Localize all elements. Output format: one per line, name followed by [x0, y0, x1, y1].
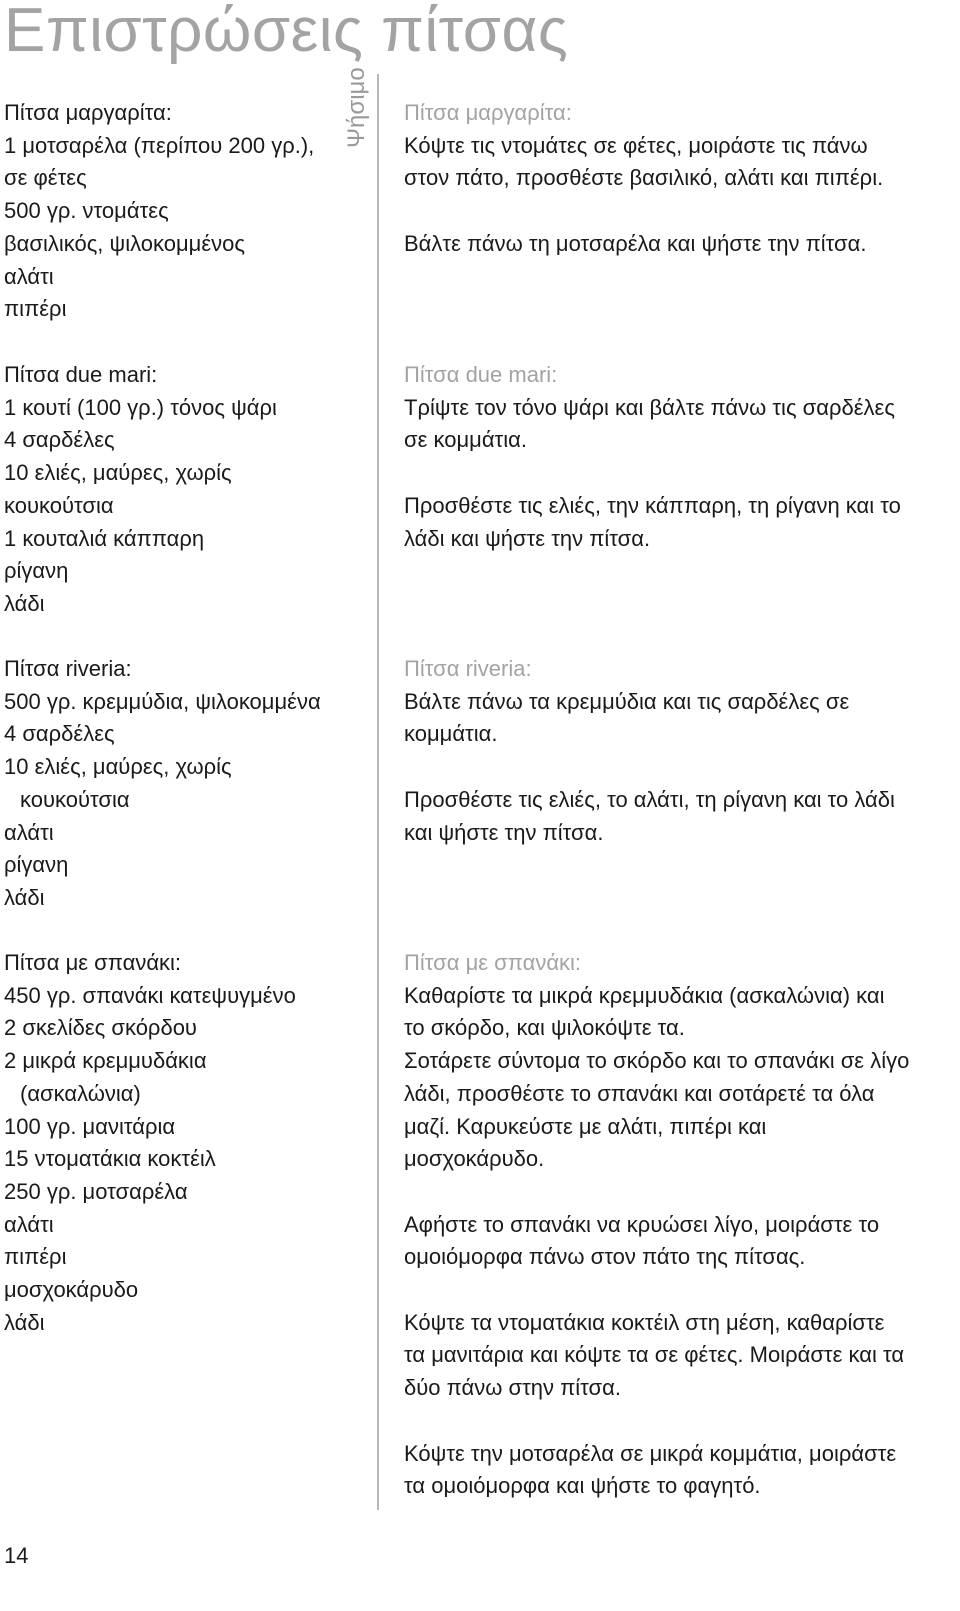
direction-line: Κόψτε τα ντοματάκια κοκτέιλ στη μέση, καθαρίστε: [404, 1309, 885, 1335]
ingredient-line: πιπέρι: [4, 296, 67, 322]
direction-line: Προσθέστε τις ελιές, το αλάτι, τη ρίγανη και το λάδι: [404, 786, 895, 812]
direction-line: Καθαρίστε τα μικρά κρεμμυδάκια (ασκαλώνια) και: [404, 982, 885, 1008]
recipe-ingredients-riveria: [4, 653, 344, 915]
ingredient-line: (ασκαλώνια): [20, 1080, 141, 1106]
direction-line: στον πάτο, προσθέστε βασιλικό, αλάτι και πιπέρι.: [404, 165, 884, 191]
ingredient-line: αλάτι: [4, 819, 54, 845]
direction-line: Προσθέστε τις ελιές, την κάππαρη, τη ρίγανη και το: [404, 492, 901, 518]
recipe-heading: Πίτσα με σπανάκι:: [404, 950, 582, 975]
recipe-directions-riveria: [404, 653, 944, 849]
recipe-heading: Πίτσα riveria:: [404, 656, 532, 681]
recipe-heading: Πίτσα μαργαρίτα:: [4, 100, 172, 125]
column-divider: [377, 74, 379, 1510]
ingredient-line: λάδι: [4, 590, 45, 616]
direction-line: Σοτάρετε σύντομα το σκόρδο και το σπανάκι σε λίγο: [404, 1048, 910, 1074]
ingredient-line: κουκούτσια: [4, 492, 114, 518]
direction-line: λάδι, προσθέστε το σπανάκι και σοτάρετέ τα όλα: [404, 1080, 875, 1106]
ingredient-line: 500 γρ. κρεμμύδια, ψιλοκομμένα: [4, 688, 321, 714]
recipe-ingredients-spinach: [4, 947, 344, 1339]
ingredient-line: λάδι: [4, 884, 45, 910]
direction-line: και ψήστε την πίτσα.: [404, 819, 604, 845]
direction-line: Κόψτε την μοτσαρέλα σε μικρά κομμάτια, μοιράστε: [404, 1440, 897, 1466]
ingredient-line: μοσχοκάρυδο: [4, 1277, 139, 1303]
direction-line: Βάλτε πάνω τη μοτσαρέλα και ψήστε την πίτσα.: [404, 230, 867, 256]
recipe-directions-spinach: [404, 947, 944, 1503]
ingredient-line: 100 γρ. μανιτάρια: [4, 1113, 176, 1139]
paragraph-gap: [404, 195, 944, 228]
recipe-directions-margherita: [404, 97, 944, 261]
ingredient-line: αλάτι: [4, 1211, 54, 1237]
ingredient-line: 10 ελιές, μαύρες, χωρίς: [4, 460, 232, 486]
ingredient-line: ρίγανη: [4, 558, 69, 584]
direction-line: το σκόρδο, και ψιλοκόψτε τα.: [404, 1015, 685, 1041]
direction-line: Τρίψτε τον τόνο ψάρι και βάλτε πάνω τις σαρδέλες: [404, 394, 895, 420]
recipe-heading: Πίτσα due mari:: [404, 362, 558, 387]
direction-line: μοσχοκάρυδο.: [404, 1146, 545, 1172]
recipe-heading: Πίτσα μαργαρίτα:: [404, 100, 572, 125]
recipe-ingredients-due-mari: [4, 359, 344, 621]
ingredient-line: 10 ελιές, μαύρες, χωρίς: [4, 754, 232, 780]
direction-line: Κόψτε τις ντομάτες σε φέτες, μοιράστε τις πάνω: [404, 132, 868, 158]
page-number: 14: [4, 1543, 29, 1568]
ingredient-line: 1 κουταλιά κάππαρη: [4, 525, 205, 551]
ingredient-line: 2 μικρά κρεμμυδάκια: [4, 1048, 207, 1074]
ingredient-line: σε φέτες: [4, 165, 87, 191]
direction-line: κομμάτια.: [404, 721, 498, 747]
ingredient-line: 4 σαρδέλες: [4, 721, 115, 747]
paragraph-gap: [404, 1405, 944, 1438]
recipe-heading: Πίτσα due mari:: [4, 362, 158, 387]
ingredient-line: 250 γρ. μοτσαρέλα: [4, 1178, 188, 1204]
page-title: Επιστρώσεις πίτσας: [4, 0, 569, 65]
paragraph-gap: [404, 751, 944, 784]
direction-line: μαζί. Καρυκεύστε με αλάτι, πιπέρι και: [404, 1113, 767, 1139]
ingredient-line: 450 γρ. σπανάκι κατεψυγμένο: [4, 982, 296, 1008]
ingredient-line: κουκούτσια: [20, 786, 130, 812]
direction-line: Βάλτε πάνω τα κρεμμύδια και τις σαρδέλες σε: [404, 688, 850, 714]
direction-line: τα ομοιόμορφα και ψήστε το φαγητό.: [404, 1473, 761, 1499]
direction-line: σε κομμάτια.: [404, 427, 527, 453]
direction-line: δύο πάνω στην πίτσα.: [404, 1375, 621, 1401]
ingredient-line: ρίγανη: [4, 852, 69, 878]
direction-line: τα μανιτάρια και κόψτε τα σε φέτες. Μοιράστε και τα: [404, 1342, 905, 1368]
paragraph-gap: [404, 1176, 944, 1209]
ingredient-line: αλάτι: [4, 263, 54, 289]
ingredient-line: λάδι: [4, 1309, 45, 1335]
ingredient-line: 2 σκελίδες σκόρδου: [4, 1015, 197, 1041]
paragraph-gap: [404, 457, 944, 490]
ingredient-line: 500 γρ. ντομάτες: [4, 198, 169, 224]
direction-line: Αφήστε το σπανάκι να κρυώσει λίγο, μοιράστε το: [404, 1211, 880, 1237]
recipe-heading: Πίτσα με σπανάκι:: [4, 950, 182, 975]
direction-line: λάδι και ψήστε την πίτσα.: [404, 525, 651, 551]
recipe-directions-due-mari: [404, 359, 944, 555]
ingredient-line: 15 ντοματάκια κοκτέιλ: [4, 1146, 216, 1172]
ingredient-line: βασιλικός, ψιλοκομμένος: [4, 230, 245, 256]
recipe-ingredients-margherita: [4, 97, 344, 326]
recipe-heading: Πίτσα riveria:: [4, 656, 132, 681]
ingredient-line: 4 σαρδέλες: [4, 427, 115, 453]
ingredient-line: 1 μοτσαρέλα (περίπου 200 γρ.),: [4, 132, 315, 158]
paragraph-gap: [404, 1274, 944, 1307]
ingredient-line: πιπέρι: [4, 1244, 67, 1270]
section-side-label: Ψήσιμο: [343, 67, 370, 148]
ingredient-line: 1 κουτί (100 γρ.) τόνος ψάρι: [4, 394, 277, 420]
direction-line: ομοιόμορφα πάνω στον πάτο της πίτσας.: [404, 1244, 806, 1270]
